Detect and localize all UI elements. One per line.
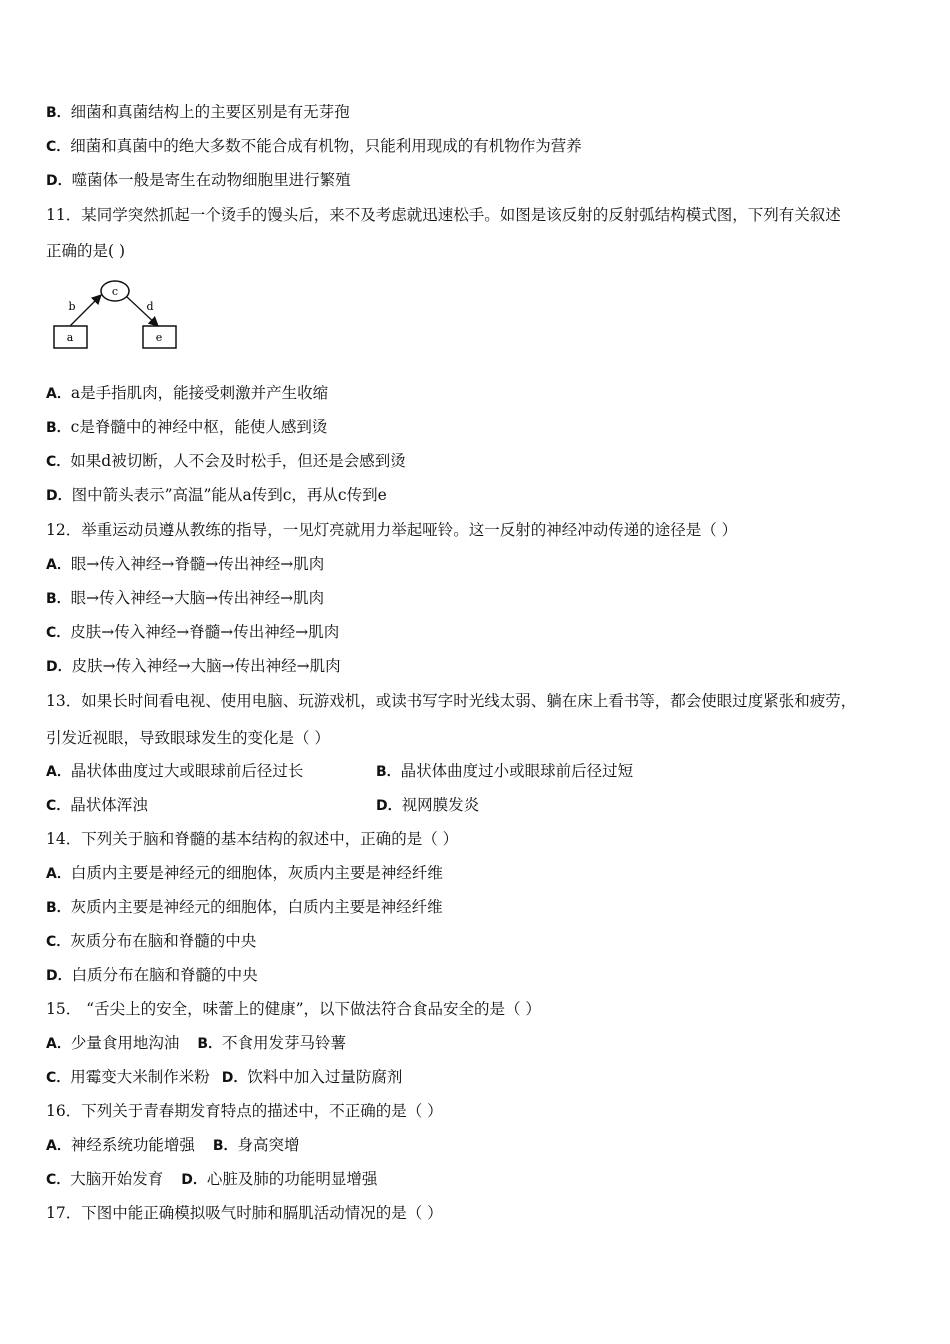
- q13-option-a: A．晶状体曲度过大或眼球前后径过长: [46, 762, 304, 780]
- q13-option-b: B．晶状体曲度过小或眼球前后径过短: [376, 762, 634, 780]
- node-a-label: a: [66, 331, 74, 344]
- q16-options-ab: A．神经系统功能增强 B．身高突增: [46, 1136, 300, 1154]
- q10-option-b: B．细菌和真菌结构上的主要区别是有无芽孢: [46, 103, 350, 121]
- node-d-label: d: [146, 300, 154, 313]
- q17-stem: 17．下图中能正确模拟吸气时肺和膈肌活动情况的是（ ）: [46, 1204, 443, 1222]
- q12-option-b: B．眼→传入神经→大脑→传出神经→肌肉: [46, 589, 325, 607]
- node-c-label: c: [111, 285, 119, 298]
- q11-option-c: C．如果d被切断，人不会及时松手，但还是会感到烫: [46, 452, 406, 470]
- q16-options-cd: C．大脑开始发育 D．心脏及肺的功能明显增强: [46, 1170, 378, 1188]
- q10-option-c: C．细菌和真菌中的绝大多数不能合成有机物，只能利用现成的有机物作为营养: [46, 137, 582, 155]
- q13-stem-line2: 引发近视眼，导致眼球发生的变化是（ ）: [46, 729, 330, 747]
- q14-stem: 14．下列关于脑和脊髓的基本结构的叙述中，正确的是（ ）: [46, 830, 459, 848]
- q11-option-a: A．a是手指肌肉，能接受刺激并产生收缩: [46, 384, 329, 402]
- q15-stem: 15． “舌尖上的安全，味蕾上的健康”，以下做法符合食品安全的是（ ）: [46, 1000, 541, 1018]
- q15-options-cd: C．用霉变大米制作米粉 D．饮料中加入过量防腐剂: [46, 1068, 403, 1086]
- q13-option-c: C．晶状体浑浊: [46, 796, 148, 814]
- q14-option-b: B．灰质内主要是神经元的细胞体，白质内主要是神经纤维: [46, 898, 443, 916]
- q11-stem-line1: 11．某同学突然抓起一个烫手的馒头后，来不及考虑就迅速松手。如图是该反射的反射弧结构模式图，下列有关叙述: [46, 206, 841, 224]
- q12-option-a: A．眼→传入神经→脊髓→传出神经→肌肉: [46, 555, 325, 573]
- q11-option-b: B．c是脊髓中的神经中枢，能使人感到烫: [46, 418, 328, 436]
- q14-option-d: D．白质分布在脑和脊髓的中央: [46, 966, 258, 984]
- q12-option-c: C．皮肤→传入神经→脊髓→传出神经→肌肉: [46, 623, 340, 641]
- q14-option-c: C．灰质分布在脑和脊髓的中央: [46, 932, 257, 950]
- q10-option-d: D．噬菌体一般是寄生在动物细胞里进行繁殖: [46, 171, 351, 189]
- q13-option-d: D．视网膜发炎: [376, 796, 480, 814]
- q12-option-d: D．皮肤→传入神经→大脑→传出神经→肌肉: [46, 657, 341, 675]
- reflex-arc-diagram: [50, 278, 182, 352]
- node-b-label: b: [68, 300, 76, 313]
- q15-options-ab: A．少量食用地沟油 B．不食用发芽马铃薯: [46, 1034, 347, 1052]
- q11-option-d: D．图中箭头表示”高温”能从a传到c，再从c传到e: [46, 486, 387, 504]
- q14-option-a: A．白质内主要是神经元的细胞体，灰质内主要是神经纤维: [46, 864, 443, 882]
- q11-stem-line2: 正确的是( ): [46, 242, 126, 260]
- q12-stem: 12．举重运动员遵从教练的指导，一见灯亮就用力举起哑铃。这一反射的神经冲动传递的途径是（ ）: [46, 521, 738, 539]
- q13-stem-line1: 13．如果长时间看电视、使用电脑、玩游戏机，或读书写字时光线太弱、躺在床上看书等，都会使眼过度紧张和疲劳，: [46, 692, 857, 710]
- q16-stem: 16．下列关于青春期发育特点的描述中，不正确的是（ ）: [46, 1102, 443, 1120]
- node-e-label: e: [155, 331, 163, 344]
